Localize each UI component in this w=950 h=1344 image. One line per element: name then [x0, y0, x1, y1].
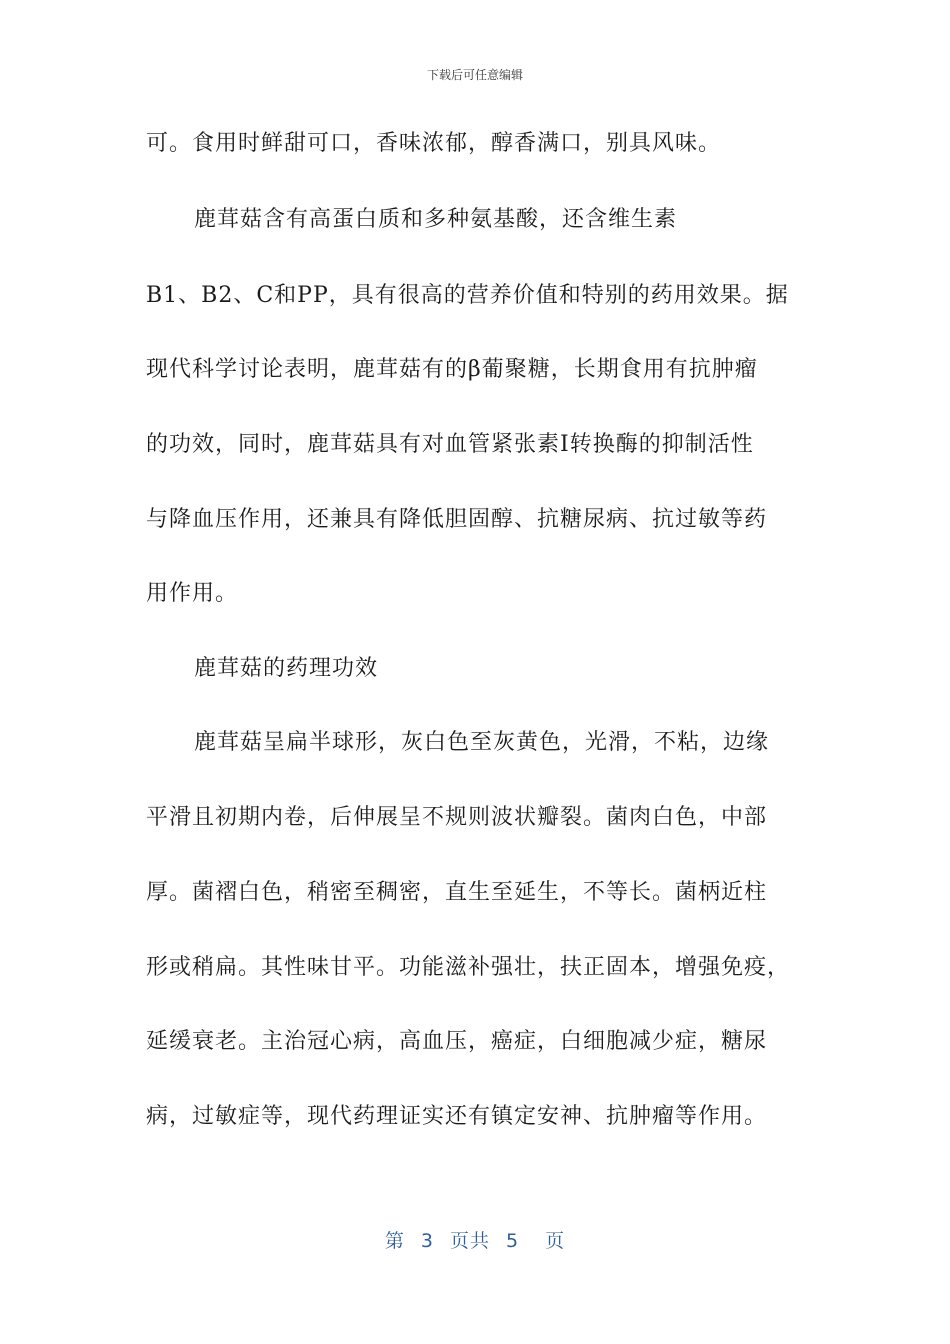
- text-line: 用作用。: [146, 581, 239, 606]
- text-line: 现代科学讨论表明，鹿茸菇有的β葡聚糖，长期食用有抗肿瘤: [146, 357, 758, 382]
- text-line: 厚。菌褶白色，稍密至稠密，直生至延生，不等长。菌柄近柱: [146, 880, 768, 905]
- footer-middle: 页共: [449, 1230, 490, 1252]
- text-line: 鹿茸菇呈扁半球形，灰白色至灰黄色，光滑，不粘，边缘: [194, 730, 770, 755]
- text-line: 延缓衰老。主治冠心病，高血压，癌症，白细胞减少症，糖尿: [146, 1029, 768, 1054]
- page-header: 下载后可任意编辑: [426, 68, 523, 82]
- text-line: 与降血压作用，还兼具有降低胆固醇、抗糖尿病、抗过敏等药: [146, 507, 768, 532]
- text-line: 平滑且初期内卷，后伸展呈不规则波状瓣裂。菌肉白色，中部: [146, 805, 768, 830]
- text-line: 鹿茸菇含有高蛋白质和多种氨基酸，还含维生素: [194, 207, 678, 232]
- section-heading: 鹿茸菇的药理功效: [194, 656, 379, 681]
- footer-suffix: 页: [545, 1230, 566, 1252]
- text-line: 形或稍扁。其性味甘平。功能滋补强壮，扶正固本，增强免疫，: [146, 955, 791, 980]
- footer-prefix: 第: [384, 1230, 405, 1252]
- current-page-number: 3: [420, 1230, 434, 1252]
- total-page-number: 5: [506, 1230, 520, 1252]
- text-line: 的功效，同时，鹿茸菇具有对血管紧张素Ⅰ转换酶的抑制活性: [146, 432, 754, 457]
- text-line: B1、B2、C和PP，具有很高的营养价值和特别的药用效果。据: [146, 283, 789, 308]
- page-footer: [0, 1226, 950, 1253]
- text-line: 病，过敏症等，现代药理证实还有镇定安神、抗肿瘤等作用。: [146, 1104, 768, 1129]
- text-line: 可。食用时鲜甜可口，香味浓郁，醇香满口，别具风味。: [146, 131, 722, 156]
